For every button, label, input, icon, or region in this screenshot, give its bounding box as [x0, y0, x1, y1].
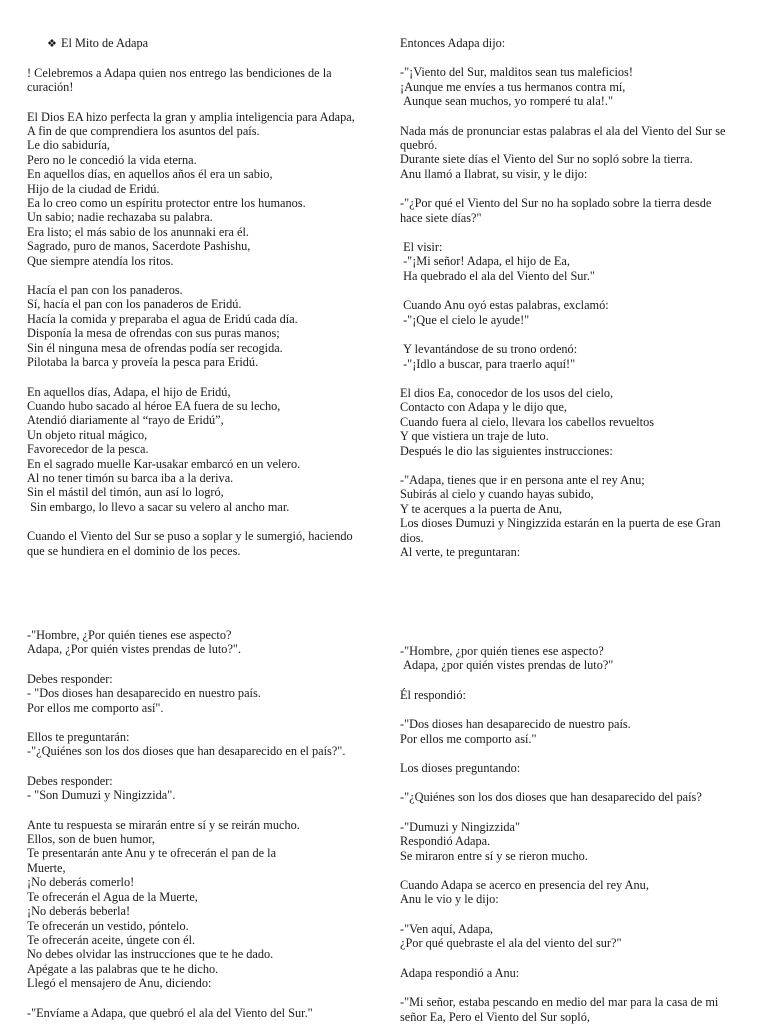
paragraph: -"Ven aquí, Adapa, ¿Por qué quebraste el ala del viento del sur?" — [400, 921, 622, 951]
paragraph: -"Mi señor, estaba pescando en medio del mar para la casa de mi señor Ea, Pero el Viento del Sur sopló, — [400, 995, 719, 1024]
paragraph: Ellos te preguntarán: -"¿Quiénes son los dos dioses que han desaparecido en el país?". — [27, 730, 346, 759]
paragraph: Y levantándose de su trono ordenó: -"¡Idlo a buscar, para traerlo aquí!" — [403, 342, 578, 371]
paragraph: -"Hombre, ¿Por quién tienes ese aspecto? Adapa, ¿Por quién vistes prendas de luto?". — [27, 628, 242, 657]
document-title: ❖ El Mito de Adapa — [47, 36, 149, 50]
paragraph: En aquellos días, Adapa, el hijo de Eridú, Cuando hubo sacado al héroe EA fuera de su lecho, Atendió diariamente al “rayo de Eridú”, Un objeto ritual mágico, Favorecedor de la pesca. En el sagrado muelle Kar-usakar embarcó en un velero. Al no tener timón su barca iba a la deriva. Sin el mástil del timón, aun así lo logró, Sin embargo, lo llevo a sacar su velero al ancho mar. — [27, 384, 301, 514]
paragraph: -"¿Quiénes son los dos dioses que han desaparecido del país? — [400, 790, 702, 805]
paragraph: -"Envíame a Adapa, que quebró el ala del Viento del Sur." — [27, 1005, 313, 1020]
paragraph: Hacía el pan con los panaderos. Sí, hacía el pan con los panaderos de Eridú. Hacía la comida y preparaba el agua de Eridú cada día. Disponía la mesa de ofrendas con sus puras manos; Sin él ninguna mesa de ofrendas podía ser recogida. Pilotaba la barca y proveía la pesca para Eridú. — [27, 283, 298, 370]
paragraph: -"Hombre, ¿por quién tienes ese aspecto? Adapa, ¿por quién vistes prendas de luto?" — [400, 644, 614, 673]
column-top-right — [400, 36, 740, 559]
paragraph: Ante tu respuesta se mirarán entre sí y se reirán mucho. Ellos, son de buen humor, Te presentarán ante Anu y te ofrecerán el pan de la Muerte, ¡No deberás comerlo! Te ofrecerán el Agua de la Muerte, ¡No deberás beberla! Te ofrecerán un vestido, póntelo. Te ofrecerán aceite, úngete con él. No debes olvidar las instrucciones que te he dado. Apégate a las palabras que te he dicho. Llegó el mensajero de Anu, diciendo: — [27, 817, 300, 991]
paragraph: El dios Ea, conocedor de los usos del cielo, Contacto con Adapa y le dijo que, Cuando fuera al cielo, llevara los cabellos revueltos Y que vistiera un traje de luto. Después le dio las siguientes instrucciones: — [400, 385, 655, 458]
diamond-bullet-icon: ❖ — [47, 38, 57, 50]
paragraph: El visir: -"¡Mi señor! Adapa, el hijo de Ea, Ha quebrado el ala del Viento del Sur." — [403, 240, 595, 283]
paragraph: Debes responder: - "Dos dioses han desaparecido en nuestro país. Por ellos me comporto así". — [27, 671, 261, 715]
column-bottom-right — [400, 644, 740, 1024]
column-top-left — [27, 36, 367, 558]
paragraph: -"¿Por qué el Viento del Sur no ha soplado sobre la tierra desde hace siete días?" — [400, 196, 712, 225]
paragraph: -"Adapa, tienes que ir en persona ante el rey Anu; Subirás al cielo y cuando hayas subido, Y te acerques a la puerta de Anu, Los dioses Dumuzi y Ningizzida estarán en la puerta de ese Gran dios. Al verte, te preguntaran: — [400, 472, 721, 559]
paragraph: -"Dos dioses han desaparecido de nuestro país. Por ellos me comporto así." — [400, 717, 631, 746]
paragraph: Debes responder: - "Son Dumuzi y Ningizzida". — [27, 773, 176, 803]
paragraph: Entonces Adapa dijo: — [400, 36, 506, 50]
column-bottom-left — [27, 628, 367, 1020]
paragraph: -"Dumuzi y Ningizzida" Respondió Adapa. Se miraron entre sí y se rieron mucho. — [400, 819, 588, 863]
paragraph: Cuando Anu oyó estas palabras, exclamó: -"¡Que el cielo le ayude!" — [403, 298, 609, 327]
paragraph: Cuando Adapa se acerco en presencia del rey Anu, Anu le vio y le dijo: — [400, 878, 649, 907]
paragraph: Cuando el Viento del Sur se puso a soplar y le sumergió, haciendo que se hundiera en el dominio de los peces. — [27, 529, 353, 558]
paragraph: -"¡Viento del Sur, malditos sean tus maleficios! ¡Aunque me envíes a tus hermanos contra mí, Aunque sean muchos, yo romperé tu ala!." — [400, 65, 633, 109]
paragraph: ! Celebremos a Adapa quien nos entrego las bendiciones de la curación! — [27, 65, 332, 95]
paragraph: Nada más de pronunciar estas palabras el ala del Viento del Sur se quebró. Durante siete días el Viento del Sur no sopló sobre la tierra. Anu llamó a Ilabrat, su visir, y le dijo: — [400, 123, 726, 181]
paragraph: Él respondió: — [400, 687, 466, 702]
paragraph: Adapa respondió a Anu: — [400, 965, 520, 980]
paragraph: Los dioses preguntando: — [400, 761, 521, 776]
paragraph: El Dios EA hizo perfecta la gran y amplia inteligencia para Adapa, A fin de que comprendiera los asuntos del país. Le dio sabiduría, Pero no le concedió la vida eterna. En aquellos días, en aquellos años él era un sabio, Hijo de la ciudad de Eridú. Ea lo creo como un espíritu protector entre los humanos. Un sabio; nadie rechazaba su palabra. Era listo; el más sabio de los anunnaki era él. Sagrado, puro de manos, Sacerdote Pashishu, Que siempre atendía los ritos. — [27, 109, 355, 268]
